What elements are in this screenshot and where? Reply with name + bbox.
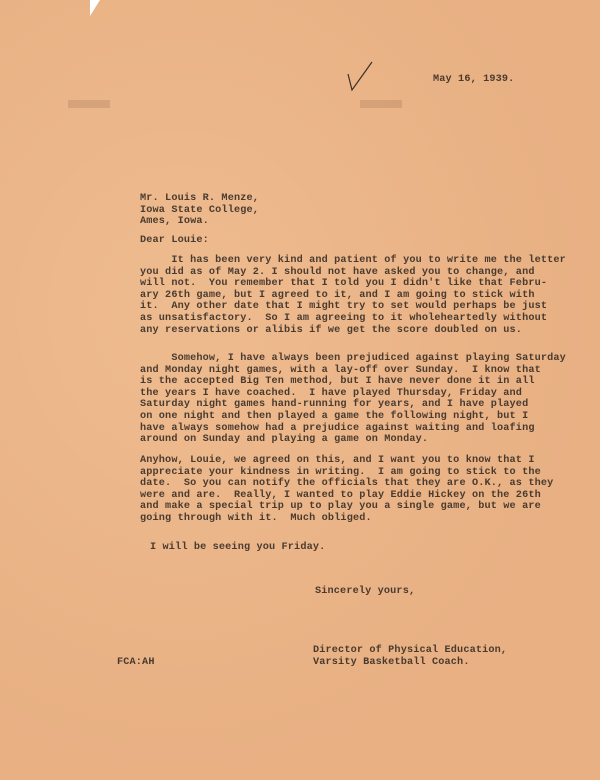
paragraph-line: Saturday night games hand-running for years, and I have played (140, 399, 529, 411)
paragraph-2 (140, 353, 566, 446)
paragraph-line: appreciate your kindness in writing. I am going to stick to the (140, 466, 541, 478)
paragraph-line: date. So you can notify the officials that they are O.K., as they (140, 478, 554, 490)
salutation: Dear Louie: (140, 235, 209, 246)
paragraph-3 (140, 455, 553, 525)
paragraph-line: were and are. Really, I wanted to play Eddie Hickey on the 26th (140, 489, 541, 501)
checkmark-icon (342, 56, 382, 100)
paragraph-line: It has been very kind and patient of you to write me the letter (140, 255, 566, 266)
paragraph-4: I will be seeing you Friday. (150, 542, 326, 553)
paragraph-line: you did as of May 2. I should not have asked you to change, and (140, 266, 535, 278)
paragraph-line: is the accepted Big Ten method, but I have never done it in all (140, 376, 535, 388)
faint-stamp-right (360, 100, 402, 108)
torn-corner (90, 0, 100, 16)
paragraph-line: as unsatisfactory. So I am agreeing to it wholeheartedly without (140, 312, 548, 324)
signature-title: Varsity Basketball Coach. (313, 656, 470, 668)
recipient-city: Ames, Iowa. (140, 216, 209, 228)
reference-initials: FCA:AH (117, 657, 155, 668)
paragraph-line: and make a special trip up to play you a single game, but we are (140, 501, 541, 513)
paragraph-1 (140, 255, 566, 336)
signature-block (313, 645, 507, 668)
recipient-institution: Iowa State College, (140, 204, 260, 216)
faint-stamp-left (68, 100, 110, 108)
paragraph-line: will not. You remember that I told you I didn't like that Febru- (140, 278, 548, 290)
recipient-name: Mr. Louis R. Menze, (140, 193, 260, 204)
letter-date: May 16, 1939. (433, 74, 515, 85)
signature-title: Director of Physical Education, (313, 645, 508, 656)
paragraph-line: Somehow, I have always been prejudiced against playing Saturday (140, 353, 566, 364)
closing: Sincerely yours, (315, 586, 416, 597)
paragraph-line: going through with it. Much obliged. (140, 512, 372, 524)
paragraph-line: the years I have coached. I have played Thursday, Friday and (140, 387, 523, 399)
paragraph-line: ary 26th game, but I agreed to it, and I am going to stick with (140, 289, 535, 301)
paragraph-line: on one night and then played a game the following night, but I (140, 410, 529, 422)
paragraph-line: it. Any other date that I might try to set would perhaps be just (140, 301, 548, 313)
paragraph-line: any reservations or alibis if we get the score doubled on us. (140, 324, 523, 336)
recipient-address (140, 193, 259, 228)
paragraph-line: around on Sunday and playing a game on Monday. (140, 434, 429, 446)
paragraph-line: have always somehow had a prejudice against waiting and loafing (140, 422, 535, 434)
paragraph-line: Anyhow, Louie, we agreed on this, and I want you to know that I (140, 455, 535, 466)
paragraph-line: and Monday night games, with a lay-off over Sunday. I know that (140, 364, 541, 376)
